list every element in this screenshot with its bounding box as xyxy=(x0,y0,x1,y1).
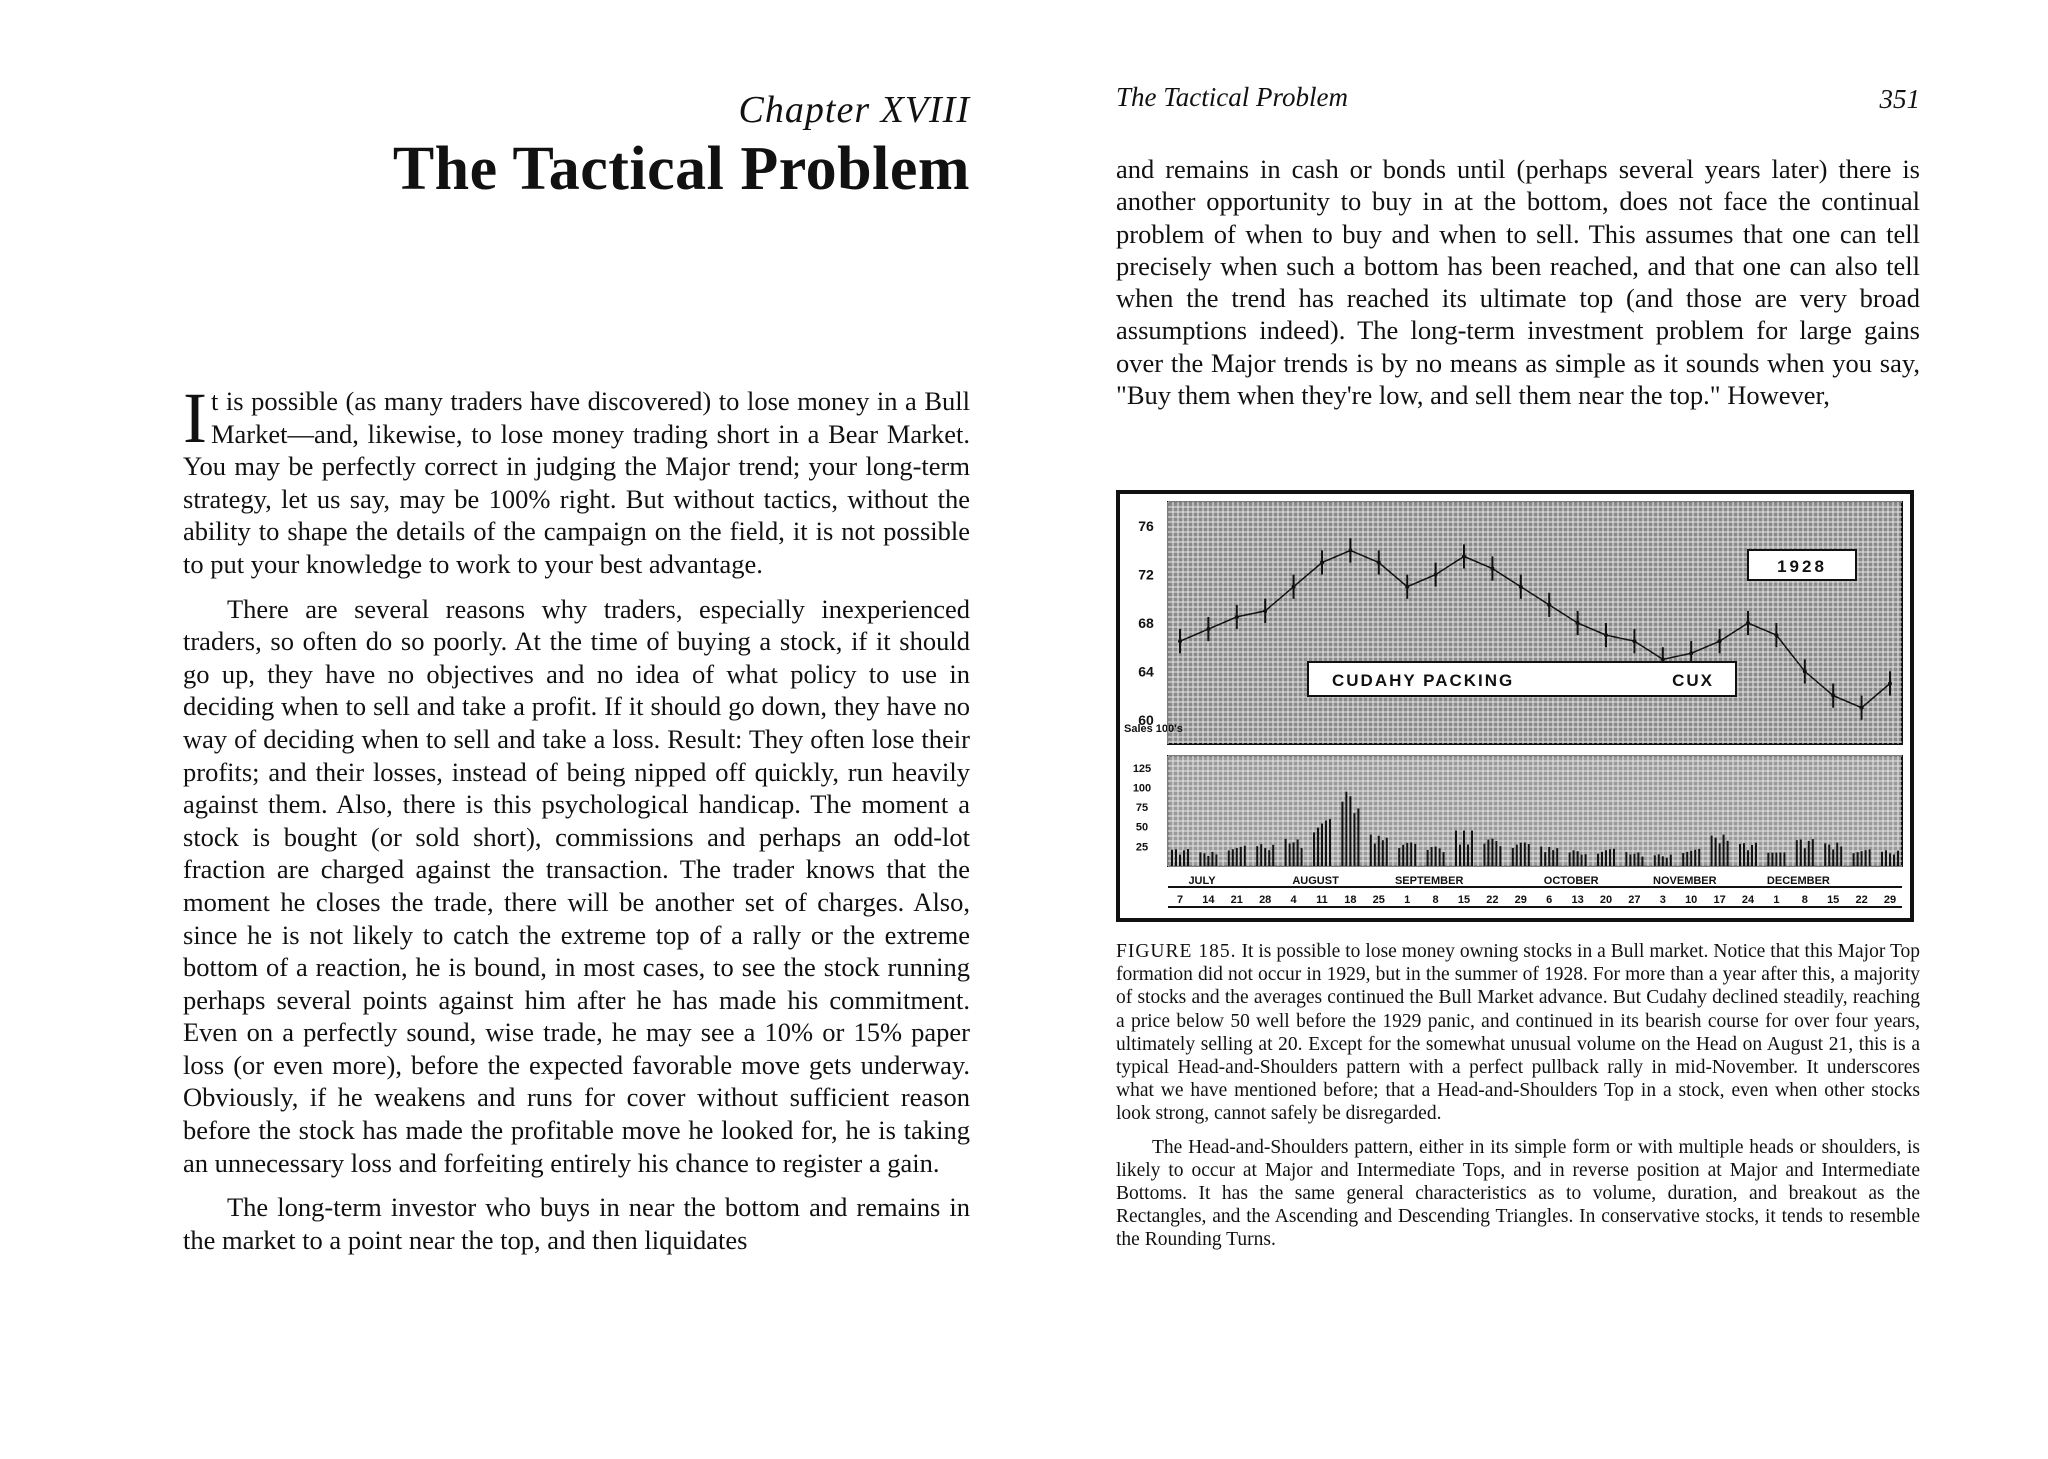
week-label: 21 xyxy=(1230,894,1243,906)
month-label: JULY xyxy=(1188,875,1216,887)
week-label: 13 xyxy=(1571,894,1584,906)
running-head: The Tactical Problem xyxy=(1116,82,1348,112)
week-label: 15 xyxy=(1827,894,1840,906)
week-label: 25 xyxy=(1372,894,1385,906)
week-label: 29 xyxy=(1514,894,1527,906)
page-number: 351 xyxy=(1879,84,1920,114)
price-tick-label: 72 xyxy=(1138,566,1154,583)
week-label: 7 xyxy=(1176,894,1184,906)
volume-tick-label: 125 xyxy=(1132,762,1152,775)
year-label-box xyxy=(1748,550,1856,580)
left-body-text xyxy=(183,378,970,1268)
right-paragraph: and remains in cash or bonds until (perhaps several years later) there is another opportunity to buy in at the bottom, does not face the continual problem of when to buy and when to sell. This assumes that one can tell precisely when such a bottom has been reached, and that one can also tell when the trend has reached its ultimate top (and those are very broad assumptions indeed). The long-term investment problem for large gains over the Major trends is by no means as simple as it sounds when you say, "Buy them when they're low, and sell them near the top." However, xyxy=(1116,154,1920,411)
dropcap: I xyxy=(183,378,207,458)
week-label: 4 xyxy=(1290,894,1297,906)
paragraph-3: The long-term investor who buys in near the bottom and remains in the market to a point near the top, and then liquidates xyxy=(183,1192,970,1255)
volume-tick-label: 75 xyxy=(1135,802,1149,815)
month-label: SEPTEMBER xyxy=(1394,875,1464,887)
week-label: 22 xyxy=(1486,894,1499,906)
price-tick-label: 60 xyxy=(1138,711,1154,728)
week-label: 27 xyxy=(1628,894,1641,906)
paragraph-1 xyxy=(183,378,970,581)
paragraph-1-text: t is possible (as many traders have discovered) to lose money in a Bull Market—and, likewise, to lose money trading short in a Bear Market. You may be perfectly correct in judging the Major trend; your long-term strategy, let us say, may be 100% right. But without tactics, without the ability to shape the details of the campaign on the field, it is not possible to put your knowledge to work to your best advantage. xyxy=(183,386,970,579)
week-label: 24 xyxy=(1741,894,1755,906)
month-label: DECEMBER xyxy=(1766,875,1830,887)
price-tick-label: 76 xyxy=(1138,518,1154,535)
week-label: 1 xyxy=(1773,894,1780,906)
caption-text: It is possible to lose money owning stocks in a Bull market. Notice that this Major Top formation did not occur in 1929, but in the summer of 1928. For more than a year after this, a majority of stocks and the averages continued the Bull Market advance. But Cudahy declined steadily, reaching a price below 50 well before the 1929 panic, and continued in its bearish course for over four years, ultimately selling at 20. Except for the somewhat unusual volume on the Head on August 21, this is a typical Head-and-Shoulders pattern with a perfect pullback rally in mid-November. It underscores what we have mentioned before; that a Head-and-Shoulders Top in a stock, even when other stocks look strong, cannot safely be disregarded. xyxy=(1116,941,1920,1125)
paragraph-2: There are several reasons why traders, especially inexperienced traders, so often do so poorly. At the time of buying a stock, if it should go up, they have no objectives and no idea of what policy to use in deciding when to sell and take a profit. If it should go down, they have no way of deciding when to sell and take a loss. Result: They often lose their profits; and their losses, instead of being nipped off quickly, run heavily against them. Also, there is this psychological handicap. The moment a stock is bought (or sold short), commissions and perhaps an odd-lot fraction are charged against the transaction. The trader knows that the moment he closes the trade, there will be another set of charges. Also, since he is not likely to catch the extreme top of a rally or the extreme bottom of a reaction, he is bound, in most cases, to see the stock running perhaps several points against him after he has made his commitment. Even on a perfectly sound, wise trade, he may see a 10% or 15% paper loss (or even more), before the expected favorable move gets underway. Obviously, if he weakens and runs for cover without sufficient reason before the stock has made the profitable move he looked for, he is taking an unnecessary loss and forfeiting entirely his chance to register a gain. xyxy=(183,593,970,1178)
month-label: NOVEMBER xyxy=(1653,875,1717,887)
week-label: 22 xyxy=(1855,894,1868,906)
company-name: CUDAHY PACKING xyxy=(1332,671,1515,690)
company-label-box xyxy=(1308,662,1736,696)
volume-tick-label: 50 xyxy=(1135,821,1149,834)
week-label: 10 xyxy=(1685,894,1698,906)
price-tick-label: 64 xyxy=(1138,663,1154,680)
chapter-label: Chapter XVIII xyxy=(738,89,970,131)
figure-caption xyxy=(1116,940,1920,1262)
chapter-title: The Tactical Problem xyxy=(392,135,970,203)
ticker-symbol: CUX xyxy=(1672,671,1714,690)
week-label: 28 xyxy=(1259,894,1272,906)
closing-paragraph: The Head-and-Shoulders pattern, either in its simple form or with multiple heads or shoulders, is likely to occur at Major and Intermediate Tops, and in reverse position at Major and Intermediate Bottoms. It has the same general characteristics as to volume, duration, and breakout as the Rectangles, and the Ascending and Descending Triangles. In conservative stocks, it tends to resemble the Rounding Turns. xyxy=(1116,1136,1920,1251)
sales-label: Sales 100's xyxy=(1124,723,1183,735)
week-label: 8 xyxy=(1432,894,1439,906)
month-label: OCTOBER xyxy=(1543,875,1599,887)
caption-paragraph xyxy=(1116,940,1920,1126)
week-label: 18 xyxy=(1344,894,1357,906)
right-body-text xyxy=(1116,153,1920,411)
week-label: 6 xyxy=(1546,894,1553,906)
week-label: 11 xyxy=(1316,894,1328,906)
month-label: AUGUST xyxy=(1292,875,1339,887)
figure-number: FIGURE 185. xyxy=(1116,941,1237,962)
week-label: 3 xyxy=(1659,894,1666,906)
right-page xyxy=(1024,0,2048,1459)
week-label: 14 xyxy=(1202,894,1215,906)
stock-chart-figure xyxy=(1116,490,1914,922)
year-label: 1928 xyxy=(1777,557,1827,576)
volume-tick-label: 25 xyxy=(1135,841,1149,854)
price-tick-label: 68 xyxy=(1138,615,1154,631)
week-label: 15 xyxy=(1457,894,1471,906)
week-label: 1 xyxy=(1404,894,1411,906)
week-label: 17 xyxy=(1713,894,1726,906)
week-label: 20 xyxy=(1599,894,1613,906)
stock-chart xyxy=(1120,494,1910,918)
week-label: 8 xyxy=(1801,894,1808,906)
volume-tick-label: 100 xyxy=(1132,782,1152,795)
week-label: 29 xyxy=(1883,894,1897,906)
